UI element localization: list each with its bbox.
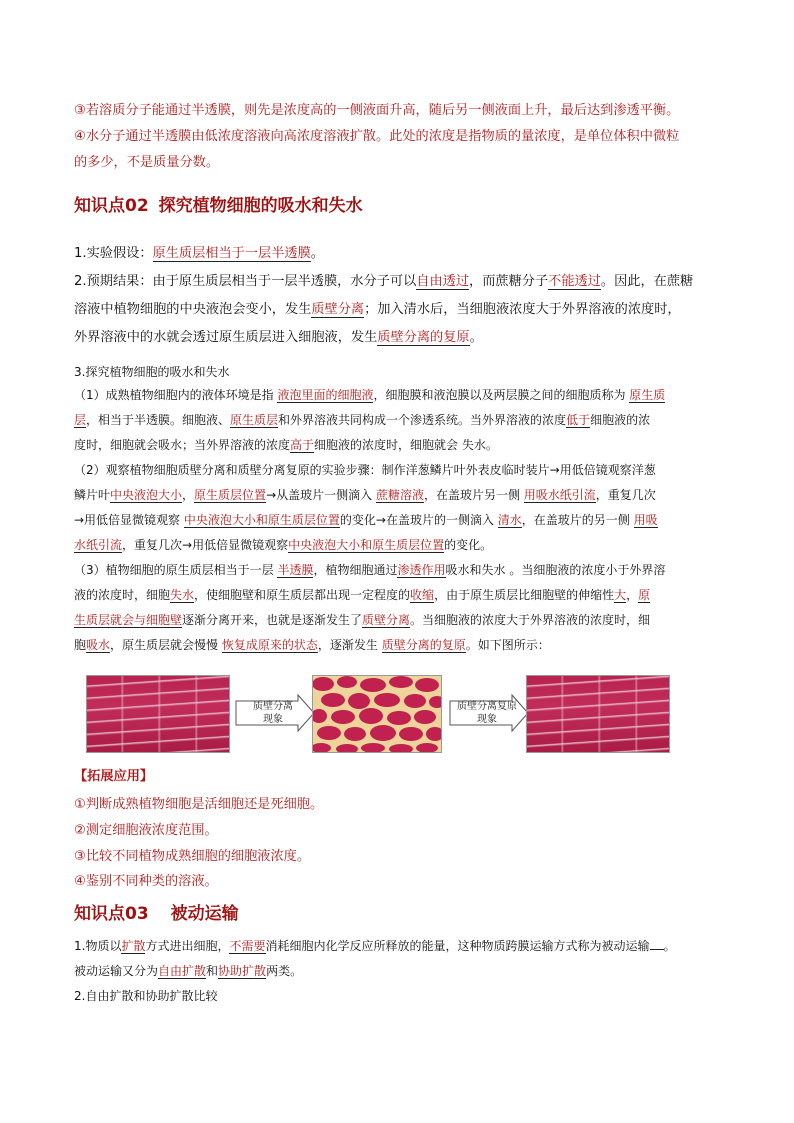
text: 吸水和失水 。当细胞液的浓度小于外界溶 <box>445 563 666 577</box>
answer: 中央液泡大小和原生质层位置 <box>288 538 445 552</box>
text: ，重复几次→用低倍显微镜观察 <box>122 538 289 552</box>
p3-line-4 <box>74 633 724 657</box>
text: 鳞片叶 <box>74 488 111 502</box>
text: 被动运输又分为 <box>74 964 159 978</box>
answer: 原 <box>638 588 651 602</box>
s03-line-1 <box>74 934 724 958</box>
text: ，在盖玻片的另一侧 <box>521 513 634 527</box>
plasmolyzed-cells-illustration <box>313 676 441 752</box>
prediction-line-1 <box>74 269 724 295</box>
text: ，植物细胞通过 <box>313 563 398 577</box>
p2-line-3 <box>74 508 724 532</box>
text: ，使细胞壁和原生质层都出现一定程度的 <box>194 588 411 602</box>
text: ， <box>182 488 195 502</box>
text: 细胞液的浓 <box>590 413 651 427</box>
p1-line-2 <box>74 408 724 432</box>
extension-item-2: ②测定细胞液浓度范围。 <box>74 823 218 838</box>
answer: 大 <box>614 588 627 602</box>
blank <box>650 949 664 950</box>
text: 液的浓度时，细胞 <box>74 588 171 602</box>
answer: 层 <box>74 413 87 427</box>
p2-line-1: （2）观察植物细胞质壁分离和质壁分离复原的实验步骤：制作洋葱鳞片叶外表皮临时装片→用低倍镜观察洋葱 <box>74 463 656 477</box>
text: ，由于原生质层比细胞壁的伸缩性 <box>434 588 615 602</box>
text: 方式进出细胞， <box>145 939 230 953</box>
answer-plasmolysis: 质壁分离 <box>311 302 365 317</box>
text: ，逐渐发生 <box>317 638 382 652</box>
answer: 质壁分离的复原 <box>381 638 466 652</box>
extension-item-1: ①判断成熟植物细胞是活细胞还是死细胞。 <box>74 797 324 812</box>
text: 两类。 <box>266 964 303 978</box>
answer: 半透膜 <box>277 563 314 577</box>
text: （1）成熟植物细胞内的液体环境是指 <box>74 388 278 402</box>
text: 。当细胞液的浓度大于外界溶液的浓度时，细 <box>410 613 651 627</box>
section-03-title: 被动运输 <box>170 904 239 924</box>
text: 和 <box>206 964 219 978</box>
hypothesis-line <box>74 241 724 267</box>
text: 胞 <box>74 638 87 652</box>
answer: 清水 <box>497 513 522 527</box>
text: ，在盖玻片另一侧 <box>423 488 524 502</box>
extension-item-4: ④鉴别不同种类的溶液。 <box>74 874 218 889</box>
answer: 失水 <box>170 588 195 602</box>
prediction-line-2 <box>74 297 724 323</box>
section-02-title: 探究植物细胞的吸水和失水 <box>158 196 363 216</box>
answer: 蔗糖溶液 <box>375 488 424 502</box>
extension-item-3: ③比较不同植物成熟细胞的细胞液浓度。 <box>74 849 311 864</box>
answer-free-diffusion: 自由扩散 <box>158 964 207 978</box>
p3-line-3 <box>74 608 724 632</box>
text: 1.物质以 <box>74 939 122 953</box>
intro-line-4b: 的多少，不是质量分数。 <box>74 155 220 170</box>
answer-free-pass: 自由透过 <box>416 274 470 289</box>
prediction-line-3 <box>74 325 724 351</box>
answer-diffusion: 扩散 <box>121 939 146 953</box>
answer-facilitated-diffusion: 协助扩散 <box>218 964 267 978</box>
hypothesis-answer: 原生质层相当于一层半透膜 <box>152 246 311 261</box>
text: →用低倍显微镜观察 <box>74 513 184 527</box>
answer: 原生质 <box>629 388 666 402</box>
plasmolyzed-cells-micrograph <box>312 675 442 753</box>
text: ，原生质层就会慢慢 <box>110 638 222 652</box>
normal-cells-micrograph <box>86 675 230 753</box>
text: 度时，细胞就会吸水；当外界溶液的浓度 <box>74 438 291 452</box>
answer: 低于 <box>566 413 591 427</box>
text: 的变化。 <box>444 538 493 552</box>
p3-line-2 <box>74 583 724 607</box>
answer: 用吸 <box>633 513 658 527</box>
hypothesis-suffix: 。 <box>310 246 324 261</box>
plasmolysis-arrow <box>234 693 316 733</box>
plasmolysis-figure <box>86 675 668 753</box>
text: 消耗细胞内化学反应所释放的能量，这种物质跨膜运输方式称为被动运输 <box>265 939 650 953</box>
text: ；加入清水后，当细胞液浓度大于外界溶液的浓度时， <box>364 302 681 317</box>
explore-title: 3.探究植物细胞的吸水和失水 <box>74 365 230 379</box>
section-02-number: 知识点02 <box>74 196 149 216</box>
answer-deplasmolysis: 质壁分离的复原 <box>377 330 470 345</box>
arrow-2-label-2: 现象 <box>477 714 497 725</box>
text: →从盖玻片一侧滴入 <box>266 488 376 502</box>
p1-line-3 <box>74 433 724 457</box>
text: 和外界溶液共同构成一个渗透系统。当外界溶液的浓度 <box>278 413 567 427</box>
text: ，相当于半透膜。细胞液、 <box>86 413 231 427</box>
text: ， <box>626 588 639 602</box>
section-03-number: 知识点03 <box>74 904 149 924</box>
answer-cannot-pass: 不能透过 <box>548 274 601 289</box>
extension-title: 【拓展应用】 <box>74 769 154 784</box>
text: 外界溶液中的水就会透过原生质层进入细胞液，发生 <box>74 330 378 345</box>
answer: 原生质层位置 <box>194 488 267 502</box>
answer: 中央液泡大小 <box>110 488 183 502</box>
text: 溶液中植物细胞的中央液泡会变小，发生 <box>74 302 312 317</box>
answer: 生质层就会与细胞壁 <box>74 613 183 627</box>
section-02-heading <box>74 191 363 216</box>
answer: 用吸水纸引流 <box>523 488 596 502</box>
answer: 高于 <box>290 438 315 452</box>
arrow-1-label-1: 质壁分离 <box>253 701 293 712</box>
text: 。因此，在蔗糖 <box>600 274 694 289</box>
answer: 水纸引流 <box>74 538 123 552</box>
intro-line-3: ③若溶质分子能通过半透膜，则先是浓度高的一侧液面升高，随后另一侧液面上升，最后达到渗透平衡。 <box>74 103 680 118</box>
deplasmolysis-arrow <box>448 693 530 733</box>
hypothesis-prefix: 1.实验假设： <box>74 246 153 261</box>
recovered-cells-micrograph <box>526 675 670 753</box>
answer-no-need: 不需要 <box>229 939 266 953</box>
s03-line-3: 2.自由扩散和协助扩散比较 <box>74 989 218 1003</box>
s03-line-2 <box>74 959 724 983</box>
intro-line-4a: ④水分子通过半透膜由低浓度溶液向高浓度溶液扩散。此处的浓度是指物质的量浓度，是单位体积中微粒 <box>74 129 680 144</box>
answer: 原生质层 <box>230 413 279 427</box>
answer: 收缩 <box>410 588 435 602</box>
text: （3）植物细胞的原生质层相当于一层 <box>74 563 278 577</box>
p2-line-2 <box>74 483 724 507</box>
p3-line-1 <box>74 558 724 582</box>
arrow-1-label-2: 现象 <box>263 714 283 725</box>
text: ，细胞膜和液泡膜以及两层膜之间的细胞质称为 <box>373 388 630 402</box>
text: 的变化→在盖玻片的一侧滴入 <box>339 513 498 527</box>
text: 逐渐分离开来，也就是逐渐发生了 <box>182 613 363 627</box>
p1-line-1 <box>74 383 724 407</box>
answer: 渗透作用 <box>397 563 446 577</box>
answer: 质壁分离 <box>362 613 411 627</box>
text: 。 <box>469 330 483 345</box>
p2-line-4 <box>74 533 724 557</box>
text: 。 <box>663 939 676 953</box>
answer: 中央液泡大小和原生质层位置 <box>183 513 340 527</box>
text: 2.预期结果：由于原生质层相当于一层半透膜，水分子可以 <box>74 274 417 289</box>
text: 。如下图所示： <box>465 638 550 652</box>
text: ，而蔗糖分子 <box>469 274 549 289</box>
answer: 恢复成原来的状态 <box>221 638 318 652</box>
answer: 吸水 <box>86 638 111 652</box>
arrow-2-label-1: 质壁分离复原 <box>457 701 517 712</box>
section-03-heading <box>74 899 239 924</box>
text: 细胞液的浓度时，细胞就会 失水。 <box>314 438 498 452</box>
answer: 液泡里面的细胞液 <box>277 388 374 402</box>
text: ，重复几次 <box>595 488 656 502</box>
